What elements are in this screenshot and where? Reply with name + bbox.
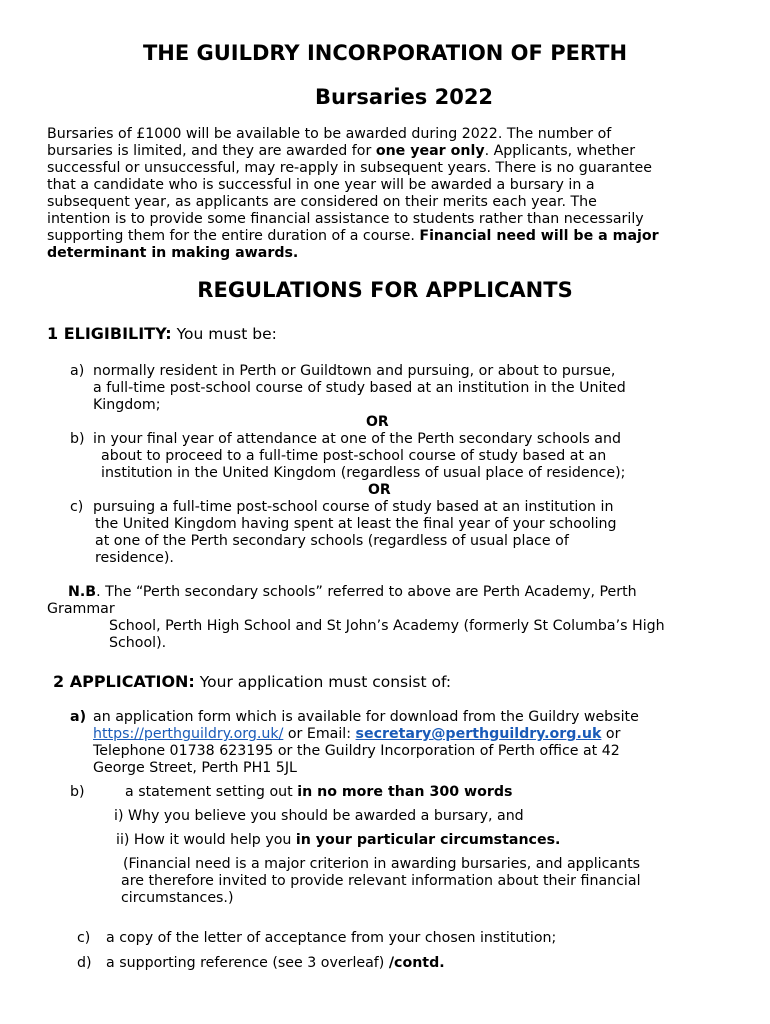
application-item-b: a statement setting out in no more than 300 words xyxy=(125,784,513,800)
intro-line: Bursaries of £1000 will be available to be awarded during 2022. The number of xyxy=(47,126,612,142)
application-marker-b: b) xyxy=(70,784,85,800)
eligibility-item-c: pursuing a full-time post-school course of study based at an institution in the United Kingdom having spent at least the final year of your schooling at one of the Perth secondary schools (regardless of usual place of residence). xyxy=(93,499,617,566)
intro-line: intention is to provide some financial assistance to students rather than necessarily xyxy=(47,211,644,227)
eligibility-item-b: in your final year of attendance at one of the Perth secondary schools and about to proceed to a full-time post-school course of study based at an institution in the United Kingdom (regardless of usual place of residence); xyxy=(93,431,626,481)
eligibility-heading: 1 ELIGIBILITY: You must be: xyxy=(47,324,277,343)
document-subtitle: Bursaries 2022 xyxy=(315,85,494,109)
nb-label: N.B xyxy=(68,584,97,600)
or-separator: OR xyxy=(368,482,391,498)
document-title: THE GUILDRY INCORPORATION OF PERTH xyxy=(142,41,628,65)
intro-line: subsequent year, as applicants are considered on their merits each year. The xyxy=(47,194,597,210)
continued-label: /contd. xyxy=(388,955,445,971)
application-marker-a: a) xyxy=(70,709,87,725)
eligibility-marker-c: c) xyxy=(70,499,84,515)
application-item-b-ii: ii) How it would help you in your particular circumstances. xyxy=(116,832,561,848)
email-link[interactable]: secretary@perthguildry.org.uk xyxy=(355,726,602,742)
intro-emphasis: one year only xyxy=(375,143,485,159)
application-marker-d: d) xyxy=(77,955,92,971)
regulations-heading: REGULATIONS FOR APPLICANTS xyxy=(197,278,573,302)
intro-paragraph xyxy=(47,126,737,262)
intro-line: supporting them for the entire duration of a course. Financial need will be a major xyxy=(47,228,659,244)
circumstances-emphasis: in your particular circumstances. xyxy=(295,832,561,848)
application-item-b-i: i) Why you believe you should be awarded a bursary, and xyxy=(114,808,524,824)
intro-line: that a candidate who is successful in one year will be awarded a bursary in a xyxy=(47,177,595,193)
application-item-a: an application form which is available for download from the Guildry website https://perthguildry.org.uk/ or Email: secretary@perthguildry.org.uk or Telephone 01738 623195 or the Guildry Incorporation of Perth office at 42 George Street, Perth PH1 5JL xyxy=(93,709,639,776)
eligibility-marker-a: a) xyxy=(70,363,85,379)
nb-note: N.B. The “Perth secondary schools” referred to above are Perth Academy, Perth Grammar School, Perth High School and St John’s Academy (formerly St Columba’s High School). xyxy=(47,584,665,651)
application-marker-c: c) xyxy=(77,930,91,946)
eligibility-item-a: normally resident in Perth or Guildtown and pursuing, or about to pursue, a full-time post-school course of study based at an institution in the United Kingdom; xyxy=(93,363,626,413)
intro-emphasis: Financial need will be a major xyxy=(419,228,659,244)
eligibility-marker-b: b) xyxy=(70,431,85,447)
application-item-c: a copy of the letter of acceptance from your chosen institution; xyxy=(106,930,557,946)
word-limit-emphasis: in no more than 300 words xyxy=(297,784,513,800)
intro-line: successful or unsuccessful, may re-apply in subsequent years. There is no guarantee xyxy=(47,160,652,176)
financial-need-note: (Financial need is a major criterion in awarding bursaries, and applicants are therefore invited to provide relevant information about their financial circumstances.) xyxy=(121,856,641,906)
intro-line: bursaries is limited, and they are awarded for one year only. Applicants, whether xyxy=(47,143,636,159)
application-item-d: a supporting reference (see 3 overleaf) /contd. xyxy=(106,955,445,971)
application-heading: 2 APPLICATION: Your application must consist of: xyxy=(53,672,452,691)
intro-line: determinant in making awards. xyxy=(47,245,299,261)
or-separator: OR xyxy=(366,414,389,430)
website-link[interactable]: https://perthguildry.org.uk/ xyxy=(93,726,284,742)
